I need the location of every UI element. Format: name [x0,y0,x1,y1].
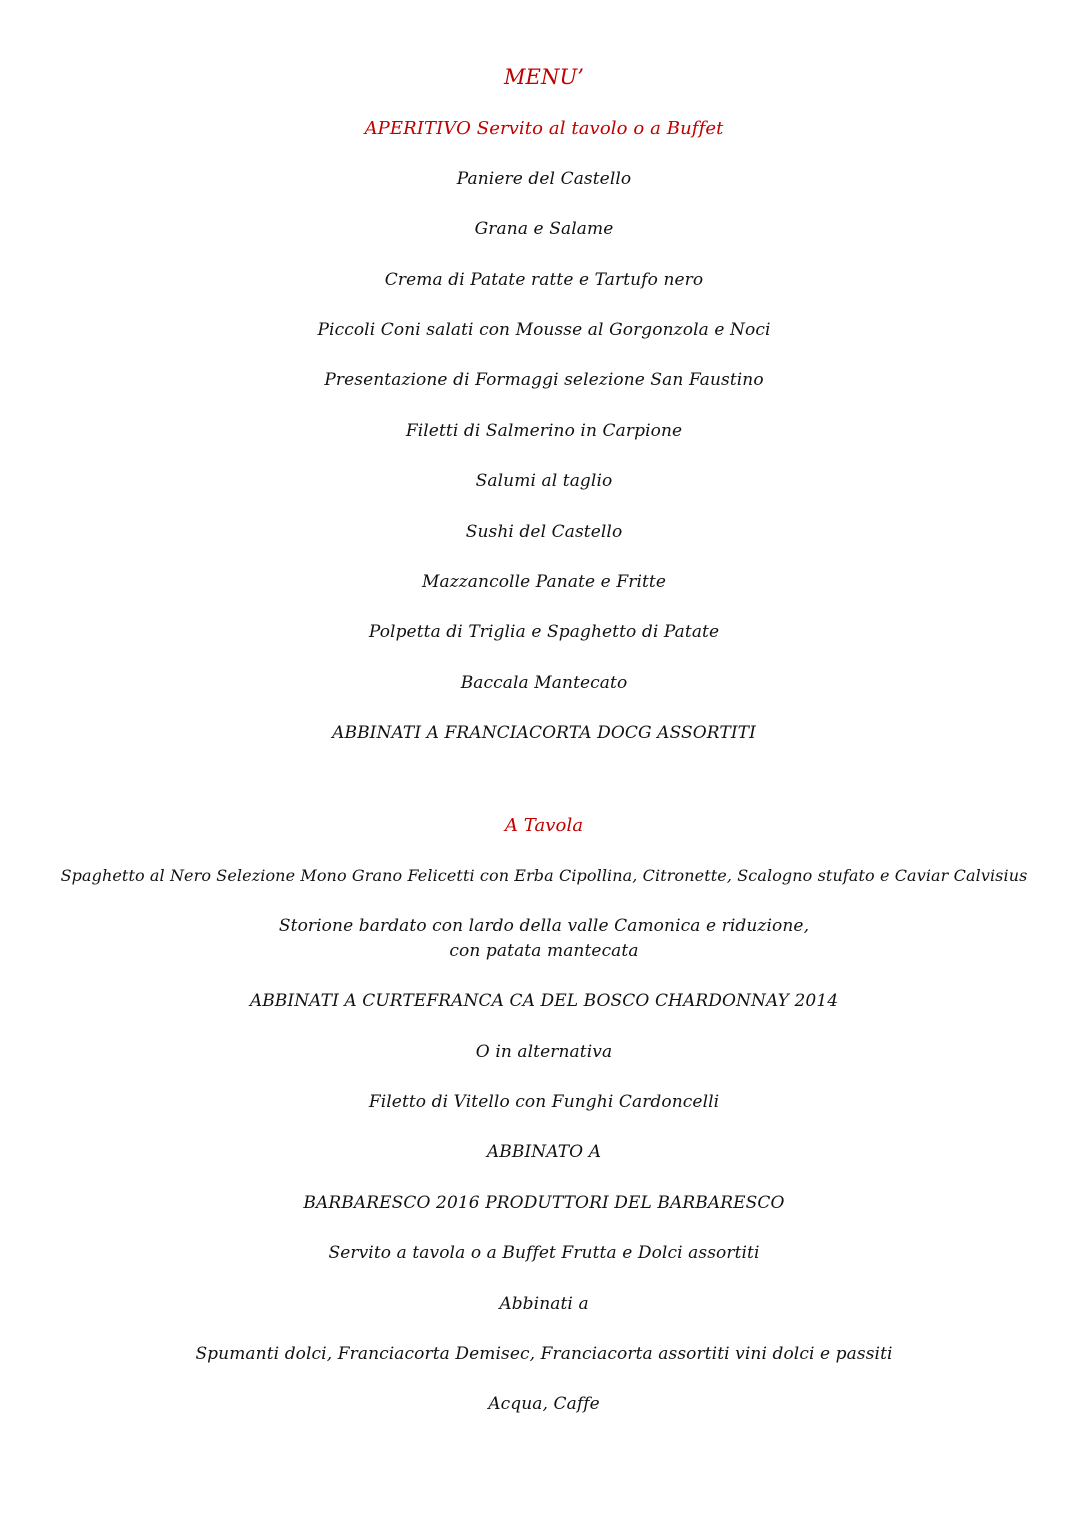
aperitivo-item: Sushi del Castello [465,522,623,542]
aperitivo-item: Paniere del Castello [456,169,632,189]
aperitivo-item: Crema di Patate ratte e Tartufo nero [384,270,704,290]
aperitivo-item: Mazzancolle Panate e Fritte [421,572,667,592]
tavola-line: Spumanti dolci, Franciacorta Demisec, Franciacorta assortiti vini dolci e passiti [195,1344,893,1364]
aperitivo-item: Polpetta di Triglia e Spaghetto di Patate [368,622,720,642]
aperitivo-item: Grana e Salame [474,219,614,239]
tavola-line: Storione bardato con lardo della valle Camonica e riduzione, [278,916,810,936]
tavola-line: O in alternativa [475,1042,613,1062]
tavola-pairing: ABBINATI A CURTEFRANCA CA DEL BOSCO CHARDONNAY 2014 [249,991,839,1011]
aperitivo-item: Salumi al taglio [475,471,613,491]
tavola-line: Spaghetto al Nero Selezione Mono Grano Felicetti con Erba Cipollina, Citronette, Scalogno stufato e Caviar Calvisius [60,866,1028,885]
tavola-heading: A Tavola [504,815,584,836]
tavola-line: Servito a tavola o a Buffet Frutta e Dolci assortiti [328,1243,760,1263]
tavola-pairing: BARBARESCO 2016 PRODUTTORI DEL BARBARESCO [303,1193,785,1213]
aperitivo-item: Presentazione di Formaggi selezione San Faustino [324,370,764,390]
aperitivo-pairing: ABBINATI A FRANCIACORTA DOCG ASSORTITI [332,723,756,743]
tavola-line: Filetto di Vitello con Funghi Cardoncelli [368,1092,720,1112]
aperitivo-item: Baccala Mantecato [460,673,628,693]
aperitivo-item: Piccoli Coni salati con Mousse al Gorgonzola e Noci [317,320,771,340]
tavola-line: con patata mantecata [449,941,639,961]
aperitivo-heading: APERITIVO Servito al tavolo o a Buffet [364,118,724,139]
menu-title: MENU’ [503,65,585,89]
tavola-line: Acqua, Caffe [488,1394,600,1414]
tavola-line: Abbinati a [499,1294,589,1314]
tavola-pairing: ABBINATO A [486,1142,602,1162]
aperitivo-item: Filetti di Salmerino in Carpione [405,421,683,441]
